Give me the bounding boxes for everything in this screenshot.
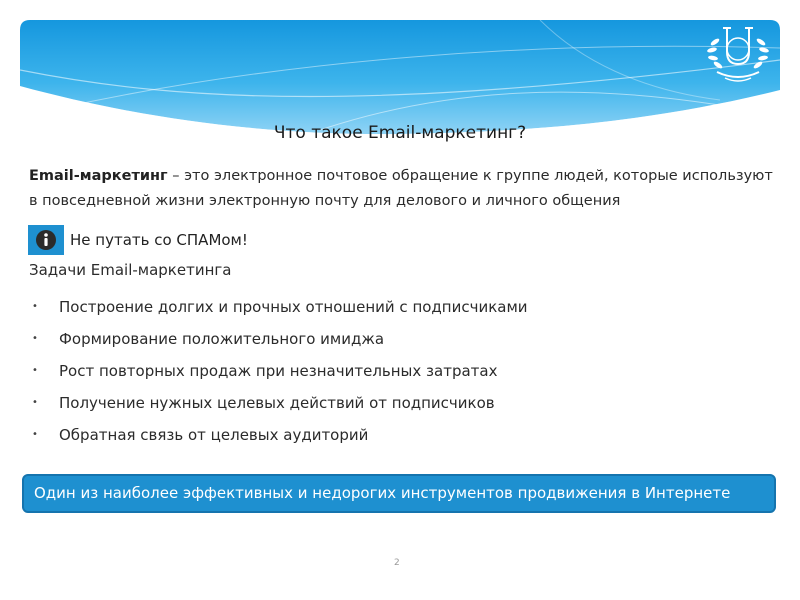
bullet-icon: • — [32, 333, 38, 344]
notice-text: Не путать со СПАМом! — [70, 231, 248, 249]
tasks-heading: Задачи Email-маркетинга — [29, 261, 232, 279]
tasks-list — [28, 293, 528, 453]
list-item-text: Обратная связь от целевых аудиторий — [59, 426, 369, 444]
callout-box: Один из наиболее эффективных и недорогих инструментов продвижения в Интернете — [22, 474, 776, 513]
bullet-icon: • — [32, 397, 38, 408]
list-item — [28, 325, 528, 357]
list-item — [28, 357, 528, 389]
bullet-icon: • — [32, 429, 38, 440]
university-logo — [703, 22, 773, 86]
list-item — [28, 293, 528, 325]
list-item-text: Получение нужных целевых действий от подписчиков — [59, 394, 495, 412]
spam-notice — [28, 225, 248, 255]
intro-term: Email-маркетинг — [29, 168, 168, 184]
banner-graphic — [20, 20, 780, 140]
bullet-icon: • — [32, 301, 38, 312]
info-icon — [28, 225, 64, 255]
list-item-text: Рост повторных продаж при незначительных затратах — [59, 362, 498, 380]
slide-title: Что такое Email-маркетинг? — [273, 123, 527, 143]
intro-paragraph — [29, 164, 779, 214]
intro-definition: – это электронное почтовое обращение к группе людей, которые используют в повседневной жизни электронную почту для делового и личного общения — [29, 168, 773, 209]
page-number: 2 — [394, 558, 400, 568]
list-item — [28, 389, 528, 421]
list-item-text: Формирование положительного имиджа — [59, 330, 385, 348]
bullet-icon: • — [32, 365, 38, 376]
header-banner — [20, 20, 780, 140]
list-item — [28, 421, 528, 453]
list-item-text: Построение долгих и прочных отношений с подписчиками — [59, 298, 528, 316]
